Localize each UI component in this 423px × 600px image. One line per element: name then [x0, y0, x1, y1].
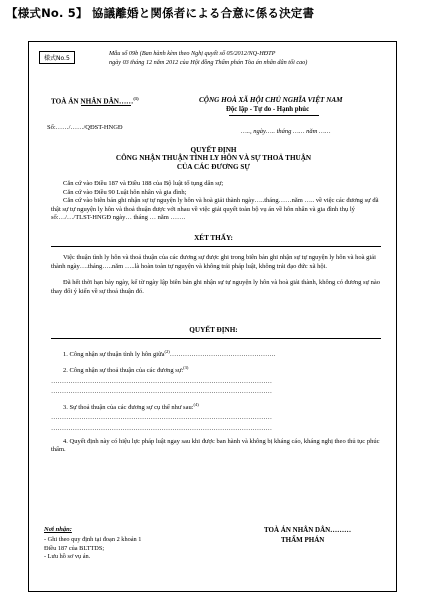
document-number: Số:……/……/QĐST-HNGĐ — [47, 124, 123, 131]
legal-bases — [51, 180, 381, 223]
court-footnote: (1) — [133, 96, 139, 101]
quyet-dinh-heading: QUYẾT ĐỊNH: — [189, 326, 238, 334]
section-divider-2 — [51, 338, 381, 339]
decision-1-footnote: (2) — [164, 349, 170, 354]
decision-2-dots-1: ………………………………………………………………………………………… — [51, 377, 272, 385]
basis-3: Căn cứ vào biên bản ghi nhận sự tự nguyện ly hôn và hoà giải thành ngày…..tháng……năm ….. về việc các đương sự đã thật sự tự nguyện ly hôn và thoả thuận được với nhau về việc giải quyết toàn bộ vụ án về hôn nhân và gia đình thụ lý số:…/…/TLST-HNGĐ ngày… tháng … năm ……. — [51, 197, 379, 222]
basis-1: Căn cứ vào Điều 187 và Điều 188 của Bộ luật tố tụng dân sự; — [63, 180, 224, 187]
date-line: ….., ngày….. tháng …… năm …… — [241, 128, 331, 135]
title-line-2: CÔNG NHẬN THUẬN TÌNH LY HÔN VÀ SỰ THOẢ THUẬN — [115, 154, 312, 163]
decision-1-dots: …………………………………………. — [169, 351, 276, 359]
decision-3 — [51, 401, 381, 413]
decision-3-text: 3. Sự thoả thuận của các đương sự cụ thể như sau: — [63, 403, 194, 411]
signature-court: TOÀ ÁN NHÂN DÂN……… — [264, 526, 352, 534]
court-name — [51, 96, 139, 105]
decision-2-text: 2. Công nhận sự thoả thuận của các đương sự: — [63, 366, 184, 374]
decision-3-dots-1: ………………………………………………………………………………………… — [51, 414, 272, 422]
recipient-1: - Ghi theo quy định tại đoạn 2 khoản 1 — [44, 536, 142, 543]
decisions — [51, 348, 381, 455]
decision-2-dots-2: ………………………………………………………………………………………… — [51, 388, 272, 396]
title-line-1: QUYẾT ĐỊNH — [190, 146, 237, 154]
decision-1-text: 1. Công nhận sự thuận tình ly hôn giữa — [63, 351, 165, 359]
decision-4: 4. Quyết định này có hiệu lực pháp luật ngay sau khi được ban hành và không bị kháng cáo, kháng nghị theo thủ tục phúc thẩm. — [51, 437, 380, 454]
recipient-3: - Lưu hồ sơ vụ án. — [44, 553, 91, 561]
recipients-label: Nơi nhận: — [44, 526, 72, 533]
court-name-text: TOÀ ÁN NHÂN DÂN…… — [51, 97, 134, 106]
recipients-list — [44, 536, 141, 562]
xet-thay-heading: XÉT THẤY: — [194, 234, 233, 242]
decision-2 — [51, 364, 381, 376]
decision-3-footnote: (4) — [193, 401, 199, 407]
document-page — [28, 41, 397, 592]
recipient-2: Điều 187 của BLTTDS; — [44, 544, 105, 552]
title-line-3: CỦA CÁC ĐƯƠNG SỰ — [176, 162, 251, 171]
national-motto: Độc lập - Tự do - Hạnh phúc — [226, 106, 310, 113]
reasons — [51, 254, 381, 296]
form-note-line-1: Mẫu số 09b (Ban hành kèm theo Nghị quyết số 05/2012/NQ-HĐTP — [109, 50, 276, 57]
form-number-label: 様式No.5 — [39, 51, 75, 64]
republic-name: CỘNG HOÀ XÃ HỘI CHỦ NGHĨA VIỆT NAM — [199, 96, 343, 104]
decision-3-dots-2: ………………………………………………………………………………………… — [51, 425, 272, 433]
form-note — [109, 49, 307, 67]
decision-2-footnote: (3) — [183, 364, 189, 370]
form-note-line-2: ngày 03 tháng 12 năm 2012 của Hội đồng Thẩm phán Tòa án nhân dân tối cao) — [109, 59, 308, 66]
reason-2: Đã hết thời hạn bảy ngày, kể từ ngày lập biên bản ghi nhận sự tự nguyện ly hôn và hoà giải thành, không có đương sự nào thay đổi ý kiến về sự thoả thuận đó. — [51, 279, 381, 295]
reason-1: Việc thuận tình ly hôn và thoả thuận của các đương sự được ghi trong biên bản ghi nhận sự tự nguyện ly hôn và hoà giải thành ngày….tháng…..năm …..là hoàn toàn tự nguyện và không trái pháp luật, không trái đạo đức xã hội. — [51, 254, 376, 270]
section-divider-1 — [51, 246, 381, 247]
document-title — [29, 146, 398, 171]
court-underline — [81, 105, 131, 106]
page-header-title: 【様式No. 5】 協議離婚と関係者による合意に係る決定書 — [6, 6, 315, 20]
signature-role: THẨM PHÁN — [281, 536, 325, 544]
motto-underline — [229, 115, 319, 116]
decision-1 — [51, 348, 381, 360]
basis-2: Căn cứ vào Điều 90 Luật hôn nhân và gia đình; — [63, 188, 187, 196]
